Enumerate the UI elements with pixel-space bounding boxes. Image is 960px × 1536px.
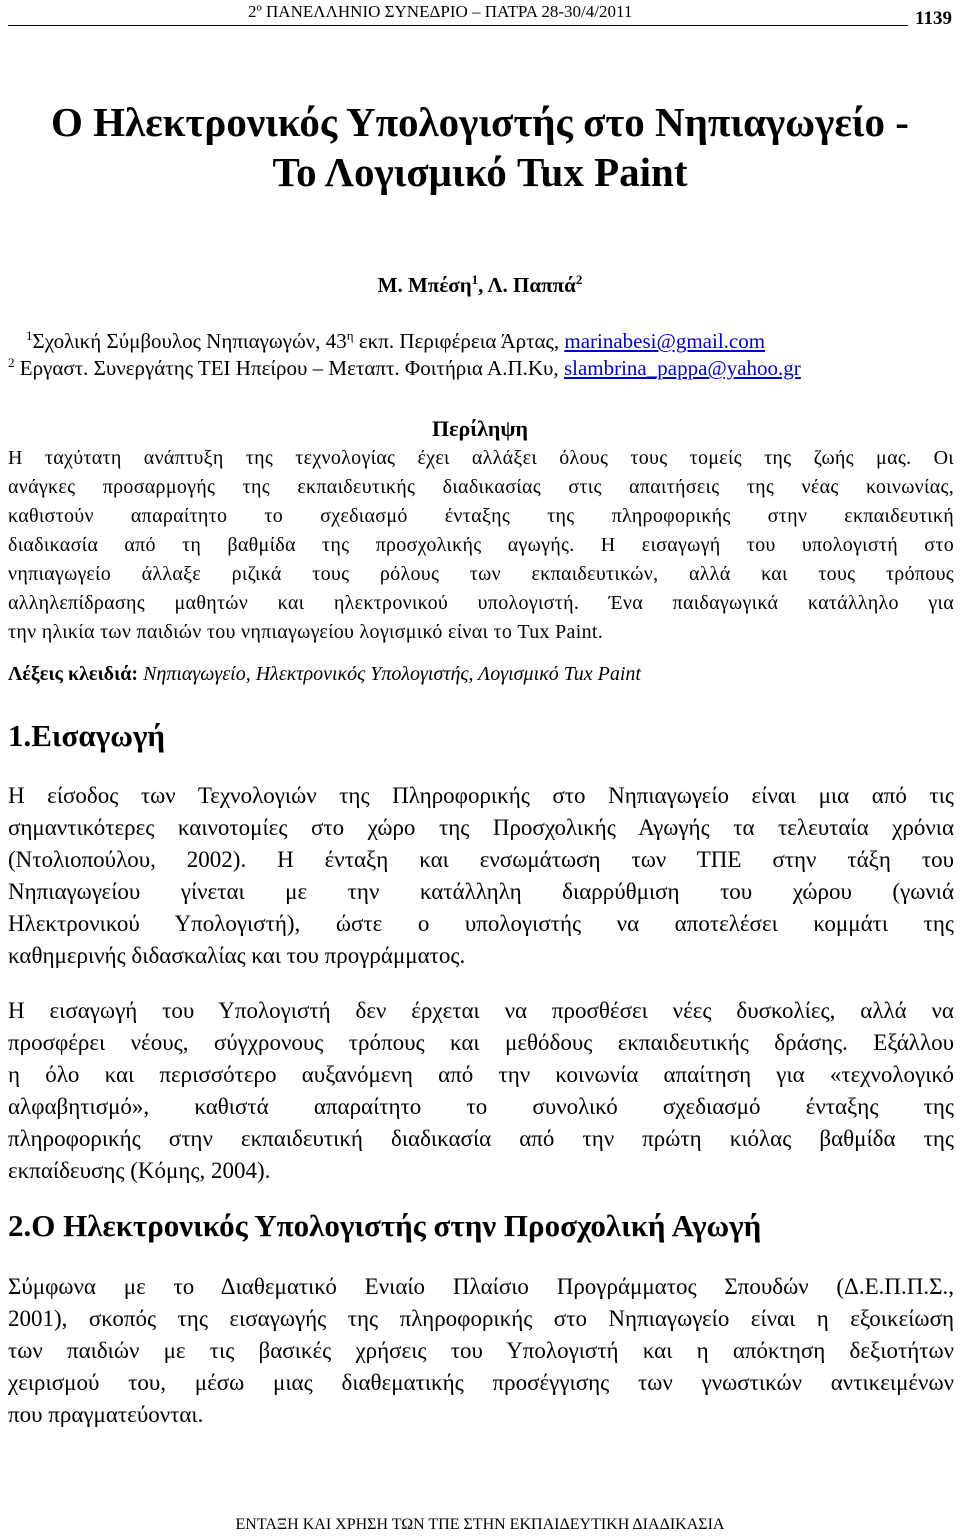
paper-title-line-1: Ο Ηλεκτρονικός Υπολογιστής στο Νηπιαγωγείο - xyxy=(51,99,909,145)
abstract-line: αλληλεπίδρασης μαθητών και ηλεκτρονικού υπολογιστή. Ένα παιδαγωγικά κατάλληλο για xyxy=(8,592,954,614)
abstract-heading: Περίληψη xyxy=(431,416,529,441)
header-rule xyxy=(8,25,908,26)
body-line: (Ντολιοπούλου, 2002). Η ένταξη και ενσωμάτωση των ΤΠΕ στην τάξη του xyxy=(8,847,954,872)
abstract-line: νηπιαγωγείο άλλαξε ριζικά τους ρόλους των εκπαιδευτικών, αλλά και τους τρόπους xyxy=(8,563,954,585)
author-2-affil-mark: 2 xyxy=(575,272,583,287)
affiliation-1-mark: 1 xyxy=(26,328,33,343)
author-1: Μ. Μπέση xyxy=(377,273,472,297)
keywords-text: Νηπιαγωγείο, Ηλεκτρονικός Υπολογιστής, Λογισμικό Tux Paint xyxy=(138,663,641,685)
body-line: των παιδιών με τις βασικές χρήσεις του Υπολογιστή και η απόκτηση δεξιοτήτων xyxy=(8,1338,954,1363)
body-line: 2001), σκοπός της εισαγωγής της πληροφορικής στο Νηπιαγωγείο είναι η εξοικείωση xyxy=(8,1306,954,1331)
author-2: Λ. Παππά xyxy=(487,273,576,297)
email-link-2[interactable]: slambrina_pappa@yahoo.gr xyxy=(563,356,801,380)
affiliation-1-text-2: εκπ. Περιφέρεια Άρτας, xyxy=(353,329,565,353)
affiliation-2-mark: 2 xyxy=(8,355,15,370)
body-line: Ηλεκτρονικού Υπολογιστή), ώστε ο υπολογιστής να αποτελέσει κομμάτι της xyxy=(8,911,954,936)
authors xyxy=(0,272,960,298)
body-line: προσφέρει νέους, σύγχρονους τρόπους και μεθόδους εκπαιδευτικής δράσης. Εξάλλου xyxy=(8,1030,954,1055)
body-line: η όλο και περισσότερο αυξανόμενη από την κοινωνία απαίτηση για «τεχνολογικό xyxy=(8,1062,954,1087)
abstract-line: καθιστούν απαραίτητο το σχεδιασμό ένταξης της πληροφορικής στην εκπαιδευτική xyxy=(8,505,954,527)
body-line: Η είσοδος των Τεχνολογιών της Πληροφορικής στο Νηπιαγωγείο είναι μια από τις xyxy=(8,783,954,808)
body-line: σημαντικότερες καινοτομίες στο χώρο της Προσχολικής Αγωγής τα τελευταία χρόνια xyxy=(8,815,954,840)
body-line: καθημερινής διδασκαλίας και του προγράμματος. xyxy=(8,943,466,968)
page-number: 1139 xyxy=(915,8,952,29)
body-line: Σύμφωνα με το Διαθεματικό Ενιαίο Πλαίσιο Προγράμματος Σπουδών (Δ.Ε.Π.Π.Σ., xyxy=(8,1274,954,1299)
affiliation-1-text: Σχολική Σύμβουλος Νηπιαγωγών, 43 xyxy=(32,329,347,353)
paper-title-line-2: Το Λογισμικό Tux Paint xyxy=(272,149,688,195)
author-separator: , xyxy=(478,273,488,297)
body-line: αλφαβητισμό», καθιστά απαραίτητο το συνολικό σχεδιασμό ένταξης της xyxy=(8,1094,954,1119)
body-line: Νηπιαγωγείου γίνεται με την κατάλληλη διαρρύθμιση του χώρου (γωνιά xyxy=(8,879,954,904)
abstract-line: Η ταχύτατη ανάπτυξη της τεχνολογίας έχει αλλάξει όλους τους τομείς της ζωής μας. Οι xyxy=(8,447,954,469)
affiliation-2-text: Εργαστ. Συνεργάτης ΤΕΙ Ηπείρου – Μεταπτ. Φοιτήρια Α.Π.Κυ, xyxy=(14,356,564,380)
email-link-1[interactable]: marinabesi@gmail.com xyxy=(564,329,766,353)
abstract-line: ανάγκες προσαρμογής της εκπαιδευτικής διαδικασίας στις απαιτήσεις της νέας κοινωνίας, xyxy=(8,476,954,498)
abstract-line: την ηλικία των παιδιών του νηπιαγωγείου λογισμικό είναι το Tux Paint. xyxy=(8,621,604,643)
affiliation-1-ordinal: η xyxy=(346,328,354,343)
body-line: πληροφορικής στην εκπαιδευτική διαδικασία από την πρώτη κιόλας βαθμίδα της xyxy=(8,1126,954,1151)
section-2-heading: 2.Ο Ηλεκτρονικός Υπολογιστής στην Προσχολική Αγωγή xyxy=(8,1208,762,1243)
body-line: εκπαίδευσης (Κόμης, 2004). xyxy=(8,1158,271,1183)
abstract-line: διαδικασία από τη βαθμίδα της προσχολικής αγωγής. Η εισαγωγή του υπολογιστή στο xyxy=(8,534,954,556)
running-footer: ΕΝΤΑΞΗ ΚΑΙ ΧΡΗΣΗ ΤΩΝ ΤΠΕ ΣΤΗΝ ΕΚΠΑΙΔΕΥΤΙΚΗ ΔΙΑΔΙΚΑΣΙΑ xyxy=(235,1516,725,1533)
body-line: Η εισαγωγή του Υπολογιστή δεν έρχεται να προσθέσει νέες δυσκολίες, αλλά να xyxy=(8,998,954,1023)
author-1-affil-mark: 1 xyxy=(471,272,479,287)
body-line: που πραγματεύονται. xyxy=(8,1402,204,1427)
keywords xyxy=(8,663,641,686)
affiliation-1 xyxy=(26,328,765,354)
keywords-label: Λέξεις κλειδιά: xyxy=(8,663,139,685)
section-1-heading: 1.Εισαγωγή xyxy=(8,718,165,753)
affiliation-2 xyxy=(8,355,801,381)
running-header: 2º ΠΑΝΕΛΛΗΝΙΟ ΣΥΝΕΔΡΙΟ – ΠΑΤΡΑ 28-30/4/2011 xyxy=(248,2,633,21)
body-line: χειρισμού του, μέσω μιας διαθεματικής προσέγγισης των γνωστικών αντικειμένων xyxy=(8,1370,954,1395)
